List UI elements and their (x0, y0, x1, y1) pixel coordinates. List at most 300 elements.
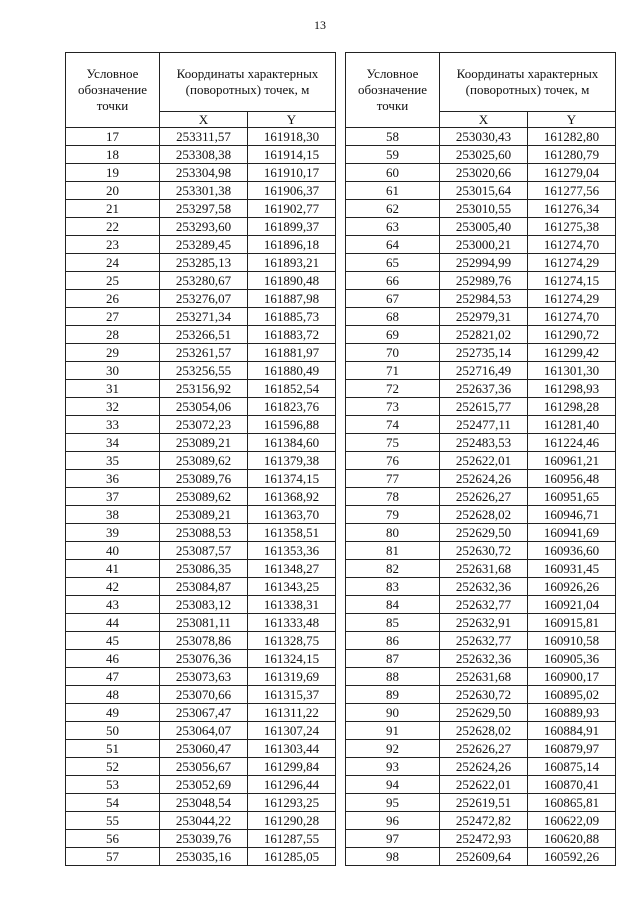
point-number-cell: 28 (66, 326, 160, 344)
table-row (66, 452, 336, 470)
x-coordinate-cell: 252622,01 (440, 776, 528, 794)
y-coordinate-cell: 161885,73 (248, 308, 336, 326)
y-coordinate-cell: 160910,58 (528, 632, 616, 650)
x-coordinate-cell: 252637,36 (440, 380, 528, 398)
y-coordinate-cell: 161899,37 (248, 218, 336, 236)
header-coordinates: Координаты характерных (поворотных) точек, м (440, 53, 616, 112)
table-row (66, 182, 336, 200)
table-row (346, 308, 616, 326)
table-row (346, 740, 616, 758)
y-coordinate-cell: 160884,91 (528, 722, 616, 740)
table-row (66, 524, 336, 542)
y-coordinate-cell: 160889,93 (528, 704, 616, 722)
point-number-cell: 55 (66, 812, 160, 830)
y-coordinate-cell: 161890,48 (248, 272, 336, 290)
table-row (346, 344, 616, 362)
y-coordinate-cell: 161910,17 (248, 164, 336, 182)
table-row (346, 164, 616, 182)
table-row (346, 596, 616, 614)
page-number: 13 (314, 18, 326, 32)
x-coordinate-cell: 253297,58 (160, 200, 248, 218)
point-number-cell: 34 (66, 434, 160, 452)
y-coordinate-cell: 161333,48 (248, 614, 336, 632)
table-row (346, 470, 616, 488)
x-coordinate-cell: 252994,99 (440, 254, 528, 272)
x-coordinate-cell: 252472,82 (440, 812, 528, 830)
x-coordinate-cell: 253084,87 (160, 578, 248, 596)
x-coordinate-cell: 252619,51 (440, 794, 528, 812)
table-row (346, 146, 616, 164)
table-row (346, 434, 616, 452)
y-coordinate-cell: 160865,81 (528, 794, 616, 812)
table-row (346, 704, 616, 722)
y-coordinate-cell: 160956,48 (528, 470, 616, 488)
table-body-right (346, 128, 616, 866)
x-coordinate-cell: 252632,91 (440, 614, 528, 632)
point-number-cell: 24 (66, 254, 160, 272)
table-row (66, 254, 336, 272)
y-coordinate-cell: 161379,38 (248, 452, 336, 470)
y-coordinate-cell: 161296,44 (248, 776, 336, 794)
point-number-cell: 42 (66, 578, 160, 596)
table-row (66, 290, 336, 308)
x-coordinate-cell: 253089,21 (160, 434, 248, 452)
point-number-cell: 27 (66, 308, 160, 326)
point-number-cell: 82 (346, 560, 440, 578)
point-number-cell: 75 (346, 434, 440, 452)
table-row (66, 578, 336, 596)
y-coordinate-cell: 161883,72 (248, 326, 336, 344)
x-coordinate-cell: 252632,77 (440, 632, 528, 650)
point-number-cell: 52 (66, 758, 160, 776)
point-number-cell: 65 (346, 254, 440, 272)
table-row (346, 650, 616, 668)
y-coordinate-cell: 161893,21 (248, 254, 336, 272)
x-coordinate-cell: 252626,27 (440, 740, 528, 758)
point-number-cell: 40 (66, 542, 160, 560)
x-coordinate-cell: 252628,02 (440, 506, 528, 524)
x-coordinate-cell: 252628,02 (440, 722, 528, 740)
x-coordinate-cell: 252821,02 (440, 326, 528, 344)
table-row (346, 200, 616, 218)
x-coordinate-cell: 252631,68 (440, 668, 528, 686)
header-coordinates: Координаты характерных (поворотных) точек, м (160, 53, 336, 112)
table-row (346, 578, 616, 596)
x-coordinate-cell: 253089,62 (160, 452, 248, 470)
point-number-cell: 38 (66, 506, 160, 524)
y-coordinate-cell: 160879,97 (528, 740, 616, 758)
y-coordinate-cell: 161276,34 (528, 200, 616, 218)
y-coordinate-cell: 161324,15 (248, 650, 336, 668)
table-row (346, 182, 616, 200)
y-coordinate-cell: 161282,80 (528, 128, 616, 146)
y-coordinate-cell: 160870,41 (528, 776, 616, 794)
x-coordinate-cell: 253078,86 (160, 632, 248, 650)
x-coordinate-cell: 253089,21 (160, 506, 248, 524)
y-coordinate-cell: 160951,65 (528, 488, 616, 506)
x-coordinate-cell: 252632,36 (440, 650, 528, 668)
table-row (346, 488, 616, 506)
point-number-cell: 92 (346, 740, 440, 758)
point-number-cell: 36 (66, 470, 160, 488)
table-row (66, 326, 336, 344)
table-row (66, 704, 336, 722)
point-number-cell: 63 (346, 218, 440, 236)
point-number-cell: 91 (346, 722, 440, 740)
x-coordinate-cell: 253276,07 (160, 290, 248, 308)
y-coordinate-cell: 161887,98 (248, 290, 336, 308)
header-point-designation: Условное обозначение точки (66, 53, 160, 128)
table-row (66, 542, 336, 560)
y-coordinate-cell: 161298,28 (528, 398, 616, 416)
table-row (66, 416, 336, 434)
x-coordinate-cell: 253256,55 (160, 362, 248, 380)
x-coordinate-cell: 253070,66 (160, 686, 248, 704)
x-coordinate-cell: 252615,77 (440, 398, 528, 416)
x-coordinate-cell: 252624,26 (440, 470, 528, 488)
point-number-cell: 76 (346, 452, 440, 470)
y-coordinate-cell: 161358,51 (248, 524, 336, 542)
x-coordinate-cell: 253076,36 (160, 650, 248, 668)
point-number-cell: 51 (66, 740, 160, 758)
table-row (66, 758, 336, 776)
y-coordinate-cell: 161319,69 (248, 668, 336, 686)
point-number-cell: 80 (346, 524, 440, 542)
table-row (346, 398, 616, 416)
x-coordinate-cell: 252629,50 (440, 524, 528, 542)
point-number-cell: 68 (346, 308, 440, 326)
y-coordinate-cell: 160622,09 (528, 812, 616, 830)
point-number-cell: 73 (346, 398, 440, 416)
y-coordinate-cell: 160946,71 (528, 506, 616, 524)
table-row (66, 794, 336, 812)
x-coordinate-cell: 253089,62 (160, 488, 248, 506)
coordinates-table-right (345, 52, 616, 866)
point-number-cell: 32 (66, 398, 160, 416)
y-coordinate-cell: 161299,84 (248, 758, 336, 776)
point-number-cell: 35 (66, 452, 160, 470)
table-row (346, 362, 616, 380)
table-row (346, 812, 616, 830)
point-number-cell: 41 (66, 560, 160, 578)
x-coordinate-cell: 253010,55 (440, 200, 528, 218)
table-row (346, 380, 616, 398)
point-number-cell: 79 (346, 506, 440, 524)
point-number-cell: 72 (346, 380, 440, 398)
header-x: X (160, 112, 248, 128)
point-number-cell: 23 (66, 236, 160, 254)
point-number-cell: 20 (66, 182, 160, 200)
point-number-cell: 49 (66, 704, 160, 722)
x-coordinate-cell: 252630,72 (440, 686, 528, 704)
table-row (66, 146, 336, 164)
x-coordinate-cell: 253039,76 (160, 830, 248, 848)
point-number-cell: 46 (66, 650, 160, 668)
table-row (346, 560, 616, 578)
y-coordinate-cell: 161281,40 (528, 416, 616, 434)
point-number-cell: 66 (346, 272, 440, 290)
point-number-cell: 43 (66, 596, 160, 614)
x-coordinate-cell: 252735,14 (440, 344, 528, 362)
point-number-cell: 67 (346, 290, 440, 308)
x-coordinate-cell: 252622,01 (440, 452, 528, 470)
point-number-cell: 97 (346, 830, 440, 848)
y-coordinate-cell: 161290,28 (248, 812, 336, 830)
point-number-cell: 96 (346, 812, 440, 830)
y-coordinate-cell: 160895,02 (528, 686, 616, 704)
table-row (66, 668, 336, 686)
x-coordinate-cell: 253289,45 (160, 236, 248, 254)
x-coordinate-cell: 253081,11 (160, 614, 248, 632)
x-coordinate-cell: 252632,77 (440, 596, 528, 614)
table-row (346, 614, 616, 632)
y-coordinate-cell: 160875,14 (528, 758, 616, 776)
x-coordinate-cell: 253311,57 (160, 128, 248, 146)
y-coordinate-cell: 161274,70 (528, 236, 616, 254)
table-row (66, 470, 336, 488)
table-row (346, 758, 616, 776)
x-coordinate-cell: 253067,47 (160, 704, 248, 722)
point-number-cell: 60 (346, 164, 440, 182)
point-number-cell: 54 (66, 794, 160, 812)
y-coordinate-cell: 161307,24 (248, 722, 336, 740)
x-coordinate-cell: 252626,27 (440, 488, 528, 506)
table-row (66, 380, 336, 398)
x-coordinate-cell: 253089,76 (160, 470, 248, 488)
y-coordinate-cell: 161596,88 (248, 416, 336, 434)
point-number-cell: 87 (346, 650, 440, 668)
x-coordinate-cell: 253005,40 (440, 218, 528, 236)
point-number-cell: 45 (66, 632, 160, 650)
point-number-cell: 17 (66, 128, 160, 146)
x-coordinate-cell: 253304,98 (160, 164, 248, 182)
x-coordinate-cell: 253083,12 (160, 596, 248, 614)
point-number-cell: 93 (346, 758, 440, 776)
table-row (66, 218, 336, 236)
table-row (66, 200, 336, 218)
y-coordinate-cell: 161299,42 (528, 344, 616, 362)
y-coordinate-cell: 161343,25 (248, 578, 336, 596)
point-number-cell: 77 (346, 470, 440, 488)
y-coordinate-cell: 161287,55 (248, 830, 336, 848)
table-row (346, 542, 616, 560)
point-number-cell: 31 (66, 380, 160, 398)
x-coordinate-cell: 253060,47 (160, 740, 248, 758)
coordinates-table-left (65, 52, 336, 866)
x-coordinate-cell: 253025,60 (440, 146, 528, 164)
table-row (346, 218, 616, 236)
y-coordinate-cell: 161823,76 (248, 398, 336, 416)
table-row (66, 830, 336, 848)
x-coordinate-cell: 253088,53 (160, 524, 248, 542)
y-coordinate-cell: 160905,36 (528, 650, 616, 668)
point-number-cell: 95 (346, 794, 440, 812)
y-coordinate-cell: 161280,79 (528, 146, 616, 164)
table-row (66, 776, 336, 794)
x-coordinate-cell: 253266,51 (160, 326, 248, 344)
table-row (346, 254, 616, 272)
point-number-cell: 48 (66, 686, 160, 704)
y-coordinate-cell: 160926,26 (528, 578, 616, 596)
table-row (66, 614, 336, 632)
y-coordinate-cell: 161384,60 (248, 434, 336, 452)
y-coordinate-cell: 161363,70 (248, 506, 336, 524)
y-coordinate-cell: 160931,45 (528, 560, 616, 578)
point-number-cell: 37 (66, 488, 160, 506)
y-coordinate-cell: 161906,37 (248, 182, 336, 200)
point-number-cell: 18 (66, 146, 160, 164)
point-number-cell: 30 (66, 362, 160, 380)
y-coordinate-cell: 161880,49 (248, 362, 336, 380)
y-coordinate-cell: 161301,30 (528, 362, 616, 380)
y-coordinate-cell: 160921,04 (528, 596, 616, 614)
table-row (66, 236, 336, 254)
point-number-cell: 81 (346, 542, 440, 560)
header-point-designation: Условное обозначение точки (346, 53, 440, 128)
table-row (66, 848, 336, 866)
x-coordinate-cell: 253044,22 (160, 812, 248, 830)
y-coordinate-cell: 160900,17 (528, 668, 616, 686)
point-number-cell: 86 (346, 632, 440, 650)
y-coordinate-cell: 161275,38 (528, 218, 616, 236)
table-row (346, 236, 616, 254)
header-y: Y (528, 112, 616, 128)
table-row (66, 308, 336, 326)
point-number-cell: 94 (346, 776, 440, 794)
table-row (66, 686, 336, 704)
point-number-cell: 61 (346, 182, 440, 200)
point-number-cell: 98 (346, 848, 440, 866)
y-coordinate-cell: 160961,21 (528, 452, 616, 470)
point-number-cell: 69 (346, 326, 440, 344)
y-coordinate-cell: 161315,37 (248, 686, 336, 704)
point-number-cell: 74 (346, 416, 440, 434)
x-coordinate-cell: 253030,43 (440, 128, 528, 146)
point-number-cell: 47 (66, 668, 160, 686)
point-number-cell: 25 (66, 272, 160, 290)
y-coordinate-cell: 161914,15 (248, 146, 336, 164)
table-row (346, 686, 616, 704)
table-row (66, 434, 336, 452)
table-row (66, 488, 336, 506)
y-coordinate-cell: 161274,70 (528, 308, 616, 326)
table-row (346, 506, 616, 524)
table-row (66, 632, 336, 650)
point-number-cell: 50 (66, 722, 160, 740)
x-coordinate-cell: 253293,60 (160, 218, 248, 236)
x-coordinate-cell: 252629,50 (440, 704, 528, 722)
y-coordinate-cell: 161918,30 (248, 128, 336, 146)
point-number-cell: 70 (346, 344, 440, 362)
table-row (66, 650, 336, 668)
point-number-cell: 19 (66, 164, 160, 182)
y-coordinate-cell: 161881,97 (248, 344, 336, 362)
x-coordinate-cell: 252624,26 (440, 758, 528, 776)
x-coordinate-cell: 252989,76 (440, 272, 528, 290)
x-coordinate-cell: 253020,66 (440, 164, 528, 182)
table-row (346, 272, 616, 290)
table-row (66, 164, 336, 182)
table-row (346, 632, 616, 650)
x-coordinate-cell: 253072,23 (160, 416, 248, 434)
y-coordinate-cell: 160936,60 (528, 542, 616, 560)
point-number-cell: 22 (66, 218, 160, 236)
point-number-cell: 26 (66, 290, 160, 308)
point-number-cell: 29 (66, 344, 160, 362)
y-coordinate-cell: 161902,77 (248, 200, 336, 218)
table-row (66, 128, 336, 146)
y-coordinate-cell: 161353,36 (248, 542, 336, 560)
x-coordinate-cell: 252631,68 (440, 560, 528, 578)
y-coordinate-cell: 161277,56 (528, 182, 616, 200)
table-row (66, 596, 336, 614)
y-coordinate-cell: 160941,69 (528, 524, 616, 542)
point-number-cell: 88 (346, 668, 440, 686)
point-number-cell: 71 (346, 362, 440, 380)
x-coordinate-cell: 252472,93 (440, 830, 528, 848)
point-number-cell: 84 (346, 596, 440, 614)
y-coordinate-cell: 161293,25 (248, 794, 336, 812)
x-coordinate-cell: 253261,57 (160, 344, 248, 362)
table-row (346, 794, 616, 812)
x-coordinate-cell: 253064,07 (160, 722, 248, 740)
y-coordinate-cell: 161311,22 (248, 704, 336, 722)
point-number-cell: 53 (66, 776, 160, 794)
x-coordinate-cell: 253280,67 (160, 272, 248, 290)
table-row (66, 398, 336, 416)
point-number-cell: 33 (66, 416, 160, 434)
table-row (346, 416, 616, 434)
point-number-cell: 89 (346, 686, 440, 704)
y-coordinate-cell: 161368,92 (248, 488, 336, 506)
x-coordinate-cell: 253015,64 (440, 182, 528, 200)
x-coordinate-cell: 253301,38 (160, 182, 248, 200)
y-coordinate-cell: 161274,29 (528, 254, 616, 272)
x-coordinate-cell: 252984,53 (440, 290, 528, 308)
point-number-cell: 44 (66, 614, 160, 632)
x-coordinate-cell: 253271,34 (160, 308, 248, 326)
table-row (346, 524, 616, 542)
x-coordinate-cell: 253285,13 (160, 254, 248, 272)
y-coordinate-cell: 161374,15 (248, 470, 336, 488)
y-coordinate-cell: 161338,31 (248, 596, 336, 614)
x-coordinate-cell: 252979,31 (440, 308, 528, 326)
x-coordinate-cell: 252716,49 (440, 362, 528, 380)
y-coordinate-cell: 161328,75 (248, 632, 336, 650)
y-coordinate-cell: 160620,88 (528, 830, 616, 848)
point-number-cell: 83 (346, 578, 440, 596)
x-coordinate-cell: 253073,63 (160, 668, 248, 686)
table-row (346, 128, 616, 146)
table-row (346, 452, 616, 470)
y-coordinate-cell: 161290,72 (528, 326, 616, 344)
y-coordinate-cell: 161224,46 (528, 434, 616, 452)
y-coordinate-cell: 160592,26 (528, 848, 616, 866)
point-number-cell: 56 (66, 830, 160, 848)
table-row (346, 830, 616, 848)
table-row (66, 506, 336, 524)
table-row (346, 848, 616, 866)
point-number-cell: 64 (346, 236, 440, 254)
x-coordinate-cell: 253086,35 (160, 560, 248, 578)
table-row (66, 344, 336, 362)
y-coordinate-cell: 161279,04 (528, 164, 616, 182)
y-coordinate-cell: 161303,44 (248, 740, 336, 758)
table-row (346, 326, 616, 344)
table-body-left (66, 128, 336, 866)
y-coordinate-cell: 161348,27 (248, 560, 336, 578)
point-number-cell: 21 (66, 200, 160, 218)
